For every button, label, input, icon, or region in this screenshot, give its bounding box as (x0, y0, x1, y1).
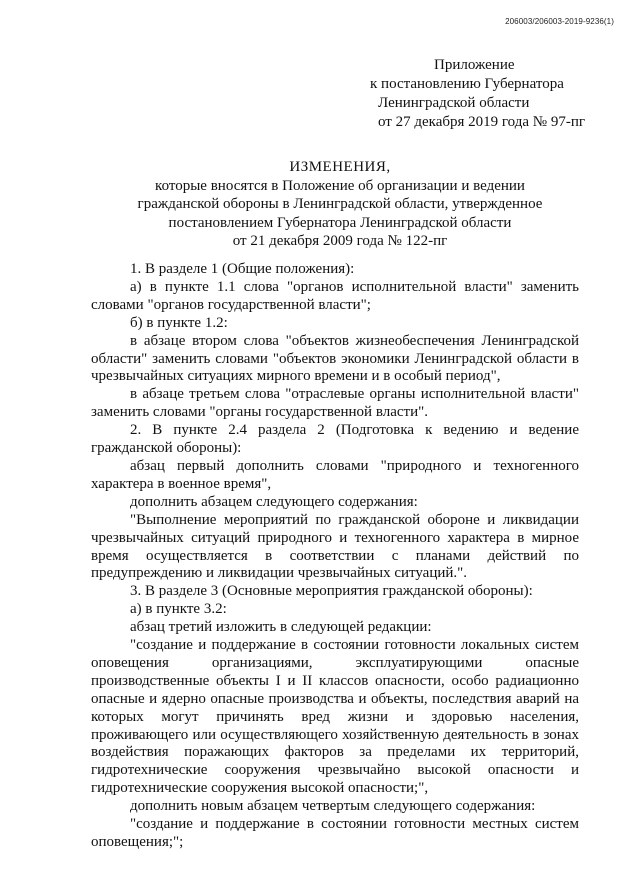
paragraph-section-2: 2. В пункте 2.4 раздела 2 (Подготовка к ведению и ведение гражданской обороны): (91, 422, 579, 457)
appendix-label: Приложение (434, 57, 515, 73)
paragraph-2-first: абзац первый дополнить словами "природного и техногенного характера в военное время", (91, 457, 579, 492)
paragraph-section-3: 3. В разделе 3 (Основные мероприятия гражданской обороны): (130, 583, 533, 600)
paragraph-section-1: 1. В разделе 1 (Общие положения): (130, 261, 355, 277)
title-line-3: постановлением Губернатора Ленинградской области (168, 214, 512, 231)
paragraph-3-a-fourth-quote: "создание и поддержание в состоянии готовности местных систем оповещения;"; (91, 816, 579, 850)
paragraph-3-a-fourth: дополнить новым абзацем четвертым следующего содержания: (130, 798, 536, 815)
title-heading: ИЗМЕНЕНИЯ, (289, 159, 391, 175)
paragraph-1-b-second: в абзаце втором слова "объектов жизнеобеспечения Ленинградской области" заменить словами "объектов экономики Ленинградской области в чрезвычайных ситуациях мирного времени и в особый период", (91, 332, 579, 385)
paragraph-2-add: дополнить абзацем следующего содержания: (130, 493, 418, 510)
document-body (91, 261, 579, 852)
title-line-2: гражданской обороны в Ленинградской области, утвержденное (137, 196, 543, 212)
appendix-region: Ленинградской области (378, 95, 530, 111)
title-line-1: которые вносятся в Положение об организации и ведении (155, 177, 525, 194)
paragraph-3-a-third: абзац третий изложить в следующей редакции: (130, 619, 432, 636)
paragraph-1-b: б) в пункте 1.2: (130, 314, 228, 331)
paragraph-3-a: а) в пункте 3.2: (130, 601, 227, 618)
document-title (90, 158, 590, 251)
appendix-reference: к постановлению Губернатора (370, 76, 564, 92)
title-line-4: от 21 декабря 2009 года № 122-пг (232, 233, 448, 249)
paragraph-1-b-third: в абзаце третьем слова "отраслевые органы исполнительной власти" заменить словами "органы государственной власти". (91, 386, 579, 421)
paragraph-3-a-quote: "создание и поддержание в состоянии готовности локальных систем оповещения организациями, эксплуатирующими опасные производственные объекты I и II классов опасности, особо радиационно опасные и ядерно опасные производства и объекты, последствия аварий на которых могут причинять вред жизни и здоровью населения, проживающего или осуществляющего хозяйственную деятельность в зонах воздействия поражающих факторов за пределами их территорий, гидротехнические сооружения чрезвычайно высокой опасности и гидротехнические сооружения высокой опасности;", (91, 637, 579, 797)
appendix-header (370, 56, 630, 132)
appendix-date: от 27 декабря 2019 года № 97-пг (378, 114, 586, 130)
paragraph-2-quote: "Выполнение мероприятий по гражданской обороне и ликвидации чрезвычайных ситуаций природного и техногенного характера в мирное время осуществляется в соответствии с планами действий по предупреждению и ликвидации чрезвычайных ситуаций.". (91, 511, 579, 582)
document-id: 206003/206003-2019-9236(1) (505, 17, 614, 26)
paragraph-1-a: а) в пункте 1.1 слова "органов исполнительной власти" заменить словами "органов государственной власти"; (91, 278, 579, 313)
